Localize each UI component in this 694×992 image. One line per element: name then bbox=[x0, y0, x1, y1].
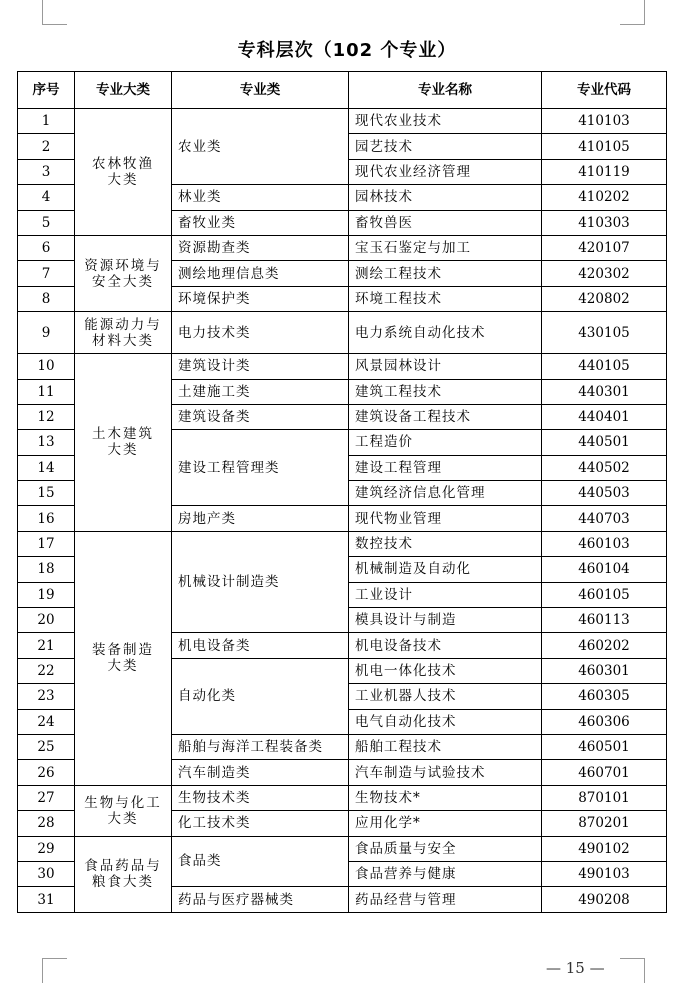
major-name: 建筑设备工程技术 bbox=[349, 404, 542, 429]
major-name: 汽车制造与试验技术 bbox=[349, 760, 542, 785]
major-code: 460306 bbox=[542, 709, 667, 734]
major-code: 440501 bbox=[542, 430, 667, 455]
major-category: 能源动力与 材料大类 bbox=[75, 312, 172, 354]
major-name: 数控技术 bbox=[349, 531, 542, 556]
row-number: 21 bbox=[18, 633, 75, 658]
major-code: 420802 bbox=[542, 286, 667, 311]
table-row bbox=[18, 235, 667, 260]
row-number: 28 bbox=[18, 811, 75, 836]
major-name: 现代农业技术 bbox=[349, 109, 542, 134]
major-name: 机电设备技术 bbox=[349, 633, 542, 658]
major-class: 林业类 bbox=[172, 185, 349, 210]
major-name: 园艺技术 bbox=[349, 134, 542, 159]
major-code: 870101 bbox=[542, 785, 667, 810]
major-code: 460113 bbox=[542, 608, 667, 633]
row-number: 29 bbox=[18, 836, 75, 861]
major-name: 生物技术* bbox=[349, 785, 542, 810]
major-category: 生物与化工 大类 bbox=[75, 785, 172, 836]
table-row bbox=[18, 109, 667, 134]
table-row bbox=[18, 836, 667, 861]
major-code: 460701 bbox=[542, 760, 667, 785]
major-name: 电力系统自动化技术 bbox=[349, 312, 542, 354]
major-name: 宝玉石鉴定与加工 bbox=[349, 235, 542, 260]
major-code: 870201 bbox=[542, 811, 667, 836]
row-number: 6 bbox=[18, 235, 75, 260]
major-class: 环境保护类 bbox=[172, 286, 349, 311]
crop-mark-top-left bbox=[42, 0, 67, 25]
major-code: 460501 bbox=[542, 734, 667, 759]
major-name: 现代农业经济管理 bbox=[349, 159, 542, 184]
page-title: 专科层次（102 个专业） bbox=[237, 40, 457, 61]
major-class: 船舶与海洋工程装备类 bbox=[172, 734, 349, 759]
major-code: 460305 bbox=[542, 684, 667, 709]
major-class: 建筑设计类 bbox=[172, 354, 349, 379]
row-number: 3 bbox=[18, 159, 75, 184]
major-code: 420302 bbox=[542, 261, 667, 286]
crop-mark-bottom-left bbox=[42, 958, 67, 983]
row-number: 18 bbox=[18, 557, 75, 582]
row-number: 14 bbox=[18, 455, 75, 480]
major-class: 化工技术类 bbox=[172, 811, 349, 836]
header-major-name: 专业名称 bbox=[349, 72, 542, 109]
major-code: 440502 bbox=[542, 455, 667, 480]
major-code: 440703 bbox=[542, 506, 667, 531]
row-number: 13 bbox=[18, 430, 75, 455]
major-code: 420107 bbox=[542, 235, 667, 260]
major-code: 410119 bbox=[542, 159, 667, 184]
crop-mark-bottom-right bbox=[620, 958, 645, 983]
major-class: 土建施工类 bbox=[172, 379, 349, 404]
major-name: 食品质量与安全 bbox=[349, 836, 542, 861]
major-name: 畜牧兽医 bbox=[349, 210, 542, 235]
major-code: 410103 bbox=[542, 109, 667, 134]
major-name: 现代物业管理 bbox=[349, 506, 542, 531]
majors-table bbox=[17, 71, 667, 913]
row-number: 20 bbox=[18, 608, 75, 633]
major-category: 农林牧渔 大类 bbox=[75, 109, 172, 236]
row-number: 12 bbox=[18, 404, 75, 429]
major-code: 440503 bbox=[542, 481, 667, 506]
row-number: 27 bbox=[18, 785, 75, 810]
major-name: 机械制造及自动化 bbox=[349, 557, 542, 582]
major-code: 460103 bbox=[542, 531, 667, 556]
row-number: 10 bbox=[18, 354, 75, 379]
major-class: 生物技术类 bbox=[172, 785, 349, 810]
major-category: 食品药品与 粮食大类 bbox=[75, 836, 172, 912]
major-name: 测绘工程技术 bbox=[349, 261, 542, 286]
row-number: 31 bbox=[18, 887, 75, 912]
major-code: 460104 bbox=[542, 557, 667, 582]
major-code: 460105 bbox=[542, 582, 667, 607]
major-class: 食品类 bbox=[172, 836, 349, 887]
major-class: 电力技术类 bbox=[172, 312, 349, 354]
major-name: 电气自动化技术 bbox=[349, 709, 542, 734]
major-category: 土木建筑 大类 bbox=[75, 354, 172, 532]
row-number: 26 bbox=[18, 760, 75, 785]
major-code: 440105 bbox=[542, 354, 667, 379]
major-code: 410105 bbox=[542, 134, 667, 159]
row-number: 9 bbox=[18, 312, 75, 354]
major-name: 建筑工程技术 bbox=[349, 379, 542, 404]
row-number: 15 bbox=[18, 481, 75, 506]
row-number: 1 bbox=[18, 109, 75, 134]
major-name: 园林技术 bbox=[349, 185, 542, 210]
major-class: 药品与医疗器械类 bbox=[172, 887, 349, 912]
major-name: 工业机器人技术 bbox=[349, 684, 542, 709]
header-no: 序号 bbox=[18, 72, 75, 109]
major-code: 440301 bbox=[542, 379, 667, 404]
row-number: 22 bbox=[18, 658, 75, 683]
major-category: 资源环境与 安全大类 bbox=[75, 235, 172, 311]
major-code: 440401 bbox=[542, 404, 667, 429]
row-number: 7 bbox=[18, 261, 75, 286]
crop-mark-top-right bbox=[620, 0, 645, 25]
major-code: 410202 bbox=[542, 185, 667, 210]
header-major-code: 专业代码 bbox=[542, 72, 667, 109]
major-class: 资源勘查类 bbox=[172, 235, 349, 260]
major-name: 工业设计 bbox=[349, 582, 542, 607]
row-number: 8 bbox=[18, 286, 75, 311]
major-code: 490208 bbox=[542, 887, 667, 912]
table-row bbox=[18, 785, 667, 810]
row-number: 19 bbox=[18, 582, 75, 607]
row-number: 16 bbox=[18, 506, 75, 531]
major-name: 工程造价 bbox=[349, 430, 542, 455]
major-class: 畜牧业类 bbox=[172, 210, 349, 235]
major-class: 机电设备类 bbox=[172, 633, 349, 658]
row-number: 25 bbox=[18, 734, 75, 759]
major-class: 自动化类 bbox=[172, 658, 349, 734]
major-category: 装备制造 大类 bbox=[75, 531, 172, 785]
row-number: 11 bbox=[18, 379, 75, 404]
major-class: 机械设计制造类 bbox=[172, 531, 349, 633]
row-number: 4 bbox=[18, 185, 75, 210]
major-name: 环境工程技术 bbox=[349, 286, 542, 311]
major-name: 模具设计与制造 bbox=[349, 608, 542, 633]
row-number: 30 bbox=[18, 861, 75, 886]
major-name: 建设工程管理 bbox=[349, 455, 542, 480]
major-class: 测绘地理信息类 bbox=[172, 261, 349, 286]
major-name: 药品经营与管理 bbox=[349, 887, 542, 912]
major-class: 农业类 bbox=[172, 109, 349, 185]
row-number: 17 bbox=[18, 531, 75, 556]
major-class: 建设工程管理类 bbox=[172, 430, 349, 506]
major-class: 建筑设备类 bbox=[172, 404, 349, 429]
major-code: 490102 bbox=[542, 836, 667, 861]
header-class: 专业类 bbox=[172, 72, 349, 109]
table-row bbox=[18, 531, 667, 556]
major-name: 船舶工程技术 bbox=[349, 734, 542, 759]
header-category: 专业大类 bbox=[75, 72, 172, 109]
major-name: 食品营养与健康 bbox=[349, 861, 542, 886]
major-class: 房地产类 bbox=[172, 506, 349, 531]
major-name: 风景园林设计 bbox=[349, 354, 542, 379]
row-number: 24 bbox=[18, 709, 75, 734]
major-code: 460202 bbox=[542, 633, 667, 658]
major-code: 490103 bbox=[542, 861, 667, 886]
table-row bbox=[18, 312, 667, 354]
major-class: 汽车制造类 bbox=[172, 760, 349, 785]
table-header-row bbox=[18, 72, 667, 109]
major-name: 应用化学* bbox=[349, 811, 542, 836]
row-number: 2 bbox=[18, 134, 75, 159]
table-body bbox=[18, 109, 667, 913]
major-code: 460301 bbox=[542, 658, 667, 683]
major-code: 430105 bbox=[542, 312, 667, 354]
major-code: 410303 bbox=[542, 210, 667, 235]
major-name: 机电一体化技术 bbox=[349, 658, 542, 683]
table-row bbox=[18, 354, 667, 379]
row-number: 23 bbox=[18, 684, 75, 709]
page-number: — 15 — bbox=[546, 959, 605, 977]
row-number: 5 bbox=[18, 210, 75, 235]
major-name: 建筑经济信息化管理 bbox=[349, 481, 542, 506]
